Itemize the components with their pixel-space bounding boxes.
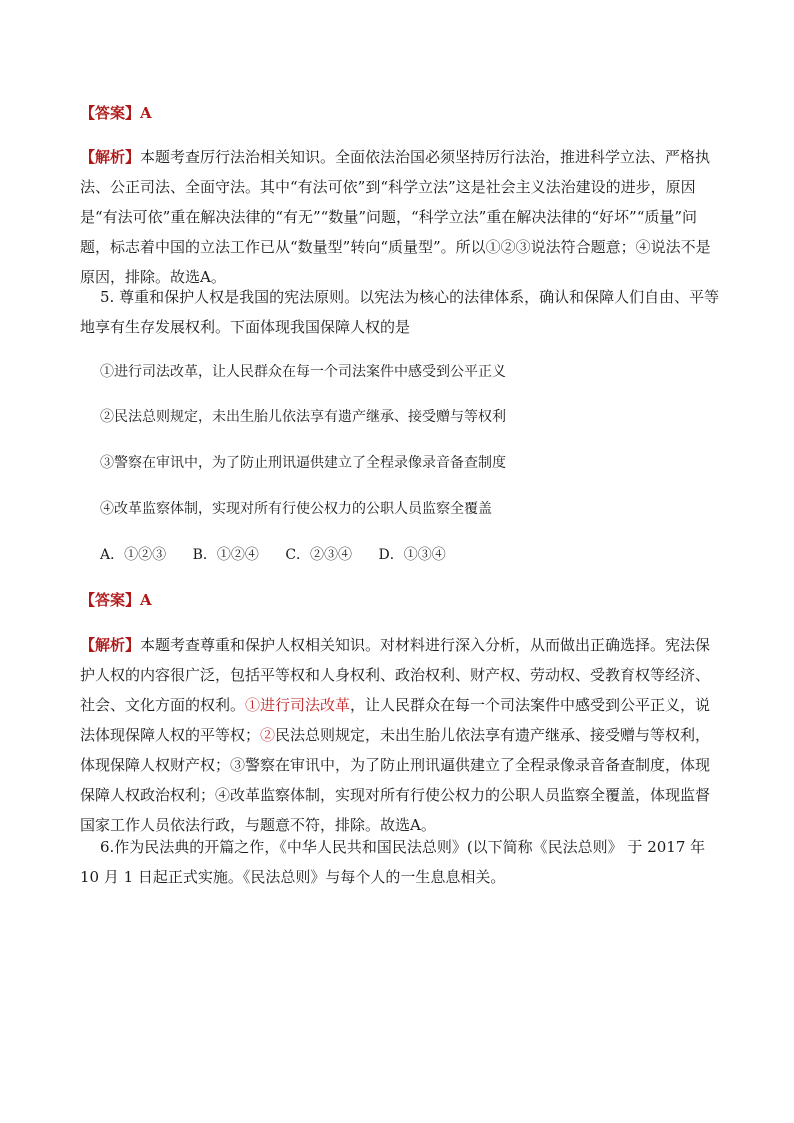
analysis-tag: 【解析】 <box>80 636 141 654</box>
question-5-option-3: ③警察在审讯中，为了防止刑讯逼供建立了全程录像录音备查制度 <box>100 455 506 471</box>
choice-c: C．②③④ <box>285 547 353 563</box>
analysis-paragraph-2 <box>80 630 720 840</box>
question-5-option-1: ①进行司法改革，让人民群众在每一个司法案件中感受到公平正义 <box>100 364 506 380</box>
analysis-tag: 【解析】 <box>80 148 141 166</box>
answer-tag: 【答案】 <box>80 104 141 122</box>
answer-line-2 <box>80 585 720 615</box>
answer-line-1 <box>80 98 720 128</box>
highlighted-text: ①进行司法改革 <box>245 696 351 714</box>
question-5-stem: 5. 尊重和保护人权是我国的宪法原则。以宪法为核心的法律体系，确认和保障人们自由、平等地享有生存发展权利。下面体现我国保障人权的是 <box>80 288 720 336</box>
question-5-choices <box>100 544 468 566</box>
question-5-option-2: ②民法总则规定，未出生胎儿依法享有遗产继承、接受赠与等权利 <box>100 409 506 425</box>
answer-value: A <box>140 104 152 122</box>
choice-b: B．①②④ <box>192 547 259 563</box>
question-6-stem: 6.作为民法典的开篇之作，《中华人民共和国民法总则》(以下简称《民法总则》 于 2017 年 10 月 1 日起正式实施。《民法总则》与每个人的一生息息相关。 <box>80 838 706 886</box>
highlighted-number: ② <box>260 726 276 744</box>
answer-tag: 【答案】 <box>80 591 141 609</box>
analysis-text-part3: 民法总则规定，未出生胎儿依法享有遗产继承、接受赠与等权利，体现保障人权财产权；③警察在审讯中，为了防止刑讯逼供建立了全程录像录音备查制度，体现保障人权政治权利；④改革监察体制，实现对所有行使公权力的公职人员监察全覆盖，体现监督国家工作人员依法行政，与题意不符，排除。故选A。 <box>80 726 711 834</box>
analysis-text-part1: 本题考查尊重和保护人权相关知识。对材料进行深入分析，从而做出正确选择。宪法保护人权的内容很广泛，包括平等权和人身权利、政治权利、财产权、劳动权、受教育权等经济、社会、文化方面的权利。 <box>80 636 711 714</box>
question-5-option-4: ④改革监察体制，实现对所有行使公权力的公职人员监察全覆盖 <box>100 501 492 517</box>
choice-d: D．①③④ <box>378 547 446 563</box>
choice-a: A．①②③ <box>100 547 167 563</box>
analysis-text: 本题考查厉行法治相关知识。全面依法治国必须坚持厉行法治，推进科学立法、严格执法、公正司法、全面守法。其中“有法可依”到“科学立法”这是社会主义法治建设的进步，原因是“有法可依”重在解决法律的“有无”“数量”问题，“科学立法”重在解决法律的“好坏”“质量”问题，标志着中国的立法工作已从“数量型”转向“质量型”。所以①②③说法符合题意；④说法不是原因，排除。故选A。 <box>80 148 711 286</box>
analysis-paragraph-1 <box>80 142 720 292</box>
analysis-text-part2: ，让人民群众在每一个司法案件中感受到公平正义，说法体现保障人权的平等权； <box>80 696 711 744</box>
answer-value: A <box>140 591 152 609</box>
